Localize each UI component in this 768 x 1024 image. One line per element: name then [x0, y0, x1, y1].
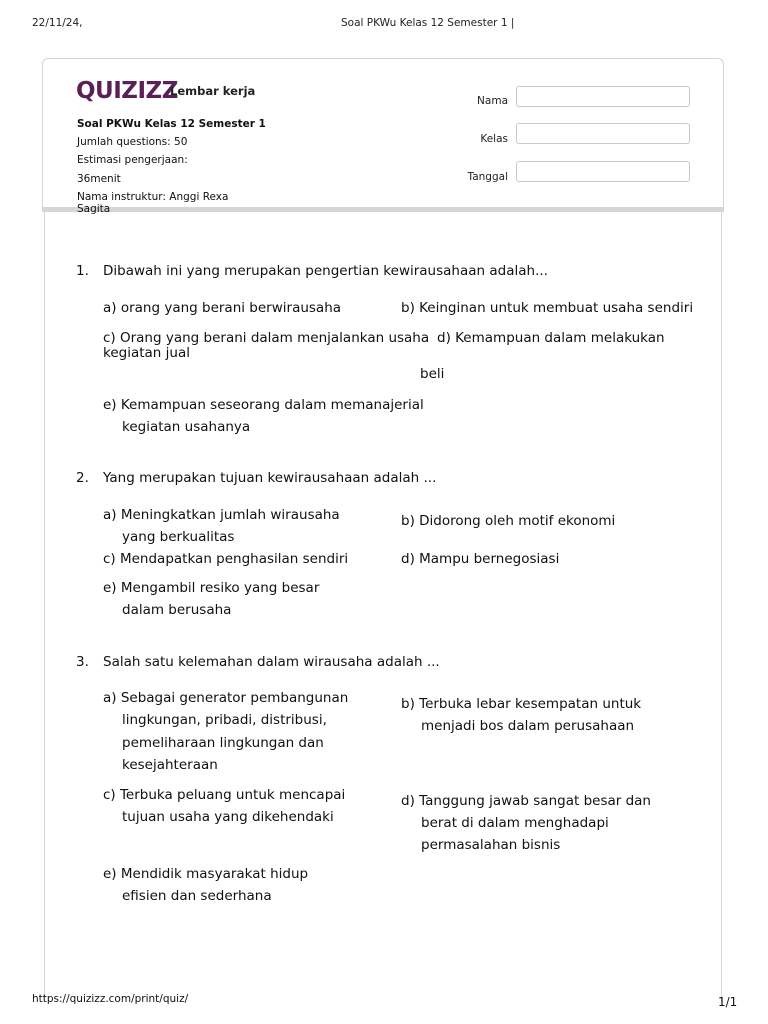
quiz-title: Soal PKWu Kelas 12 Semester 1	[77, 118, 266, 130]
option-a: a) Sebagai generator pembangunan	[103, 690, 349, 706]
date-label: Tanggal	[467, 171, 508, 183]
option-e: e) Mengambil resiko yang besar	[103, 580, 320, 596]
option-d: d) Tanggung jawab sangat besar dan	[401, 793, 651, 809]
option-d-continued: berat di dalam menghadapi	[421, 815, 609, 831]
option-d: d) Kemampuan dalam melakukan	[437, 330, 665, 346]
option-d: d) Mampu bernegosiasi	[401, 551, 560, 567]
sheet-label: Lembar kerja	[170, 84, 256, 98]
question-text: Dibawah ini yang merupakan pengertian kewirausahaan adalah...	[103, 263, 548, 279]
estimate-value: 36menit	[77, 173, 121, 185]
question-number: 3.	[76, 654, 89, 670]
option-e: e) Mendidik masyarakat hidup	[103, 866, 309, 882]
page-number: 1/1	[718, 995, 738, 1009]
option-c: c) Terbuka peluang untuk mencapai	[103, 787, 346, 803]
option-e-continued: dalam berusaha	[122, 602, 232, 618]
option-a: a) orang yang berani berwirausaha	[103, 300, 342, 316]
option-b: b) Didorong oleh motif ekonomi	[401, 513, 616, 529]
option-a-continued: lingkungan, pribadi, distribusi,	[122, 712, 327, 728]
option-e-continued: kegiatan usahanya	[122, 419, 251, 435]
option-e: e) Kemampuan seseorang dalam memanajerial	[103, 397, 424, 413]
option-b: b) Keinginan untuk membuat usaha sendiri	[401, 300, 694, 316]
option-b: b) Terbuka lebar kesempatan untuk	[401, 696, 642, 712]
option-c-continued: kegiatan jual	[103, 345, 190, 361]
option-b-continued: menjadi bos dalam perusahaan	[421, 718, 635, 734]
print-title: Soal PKWu Kelas 12 Semester 1 |	[341, 17, 515, 29]
option-a: a) Meningkatkan jumlah wirausaha	[103, 507, 340, 523]
name-label: Nama	[477, 95, 508, 107]
instructor-line-2: Sagita	[77, 203, 111, 215]
option-a-continued: yang berkualitas	[122, 529, 235, 545]
option-a-continued: kesejahteraan	[122, 757, 218, 773]
option-a-continued: pemeliharaan lingkungan dan	[122, 735, 324, 751]
class-label: Kelas	[480, 133, 508, 145]
footer-url[interactable]: https://quizizz.com/print/quiz/	[32, 993, 189, 1005]
option-e-continued: efisien dan sederhana	[122, 888, 272, 904]
option-c: c) Orang yang berani dalam menjalankan usaha	[103, 330, 430, 346]
estimate-label: Estimasi pengerjaan:	[77, 154, 188, 166]
quizizz-logo: QUIZIZZ	[76, 78, 178, 104]
questions-count: Jumlah questions: 50	[77, 136, 188, 148]
class-field[interactable]	[516, 123, 690, 144]
option-c-continued: tujuan usaha yang dikehendaki	[122, 809, 334, 825]
option-c: c) Mendapatkan penghasilan sendiri	[103, 551, 349, 567]
name-field[interactable]	[516, 86, 690, 107]
print-date: 22/11/24,	[32, 17, 83, 29]
question-text: Yang merupakan tujuan kewirausahaan adalah ...	[103, 470, 437, 486]
option-d-continued: permasalahan bisnis	[421, 837, 561, 853]
question-text: Salah satu kelemahan dalam wirausaha adalah ...	[103, 654, 440, 670]
option-d-continued: beli	[420, 366, 445, 382]
date-field[interactable]	[516, 161, 690, 182]
question-number: 2.	[76, 470, 89, 486]
instructor-line-1: Nama instruktur: Anggi Rexa	[77, 191, 229, 203]
question-number: 1.	[76, 263, 89, 279]
